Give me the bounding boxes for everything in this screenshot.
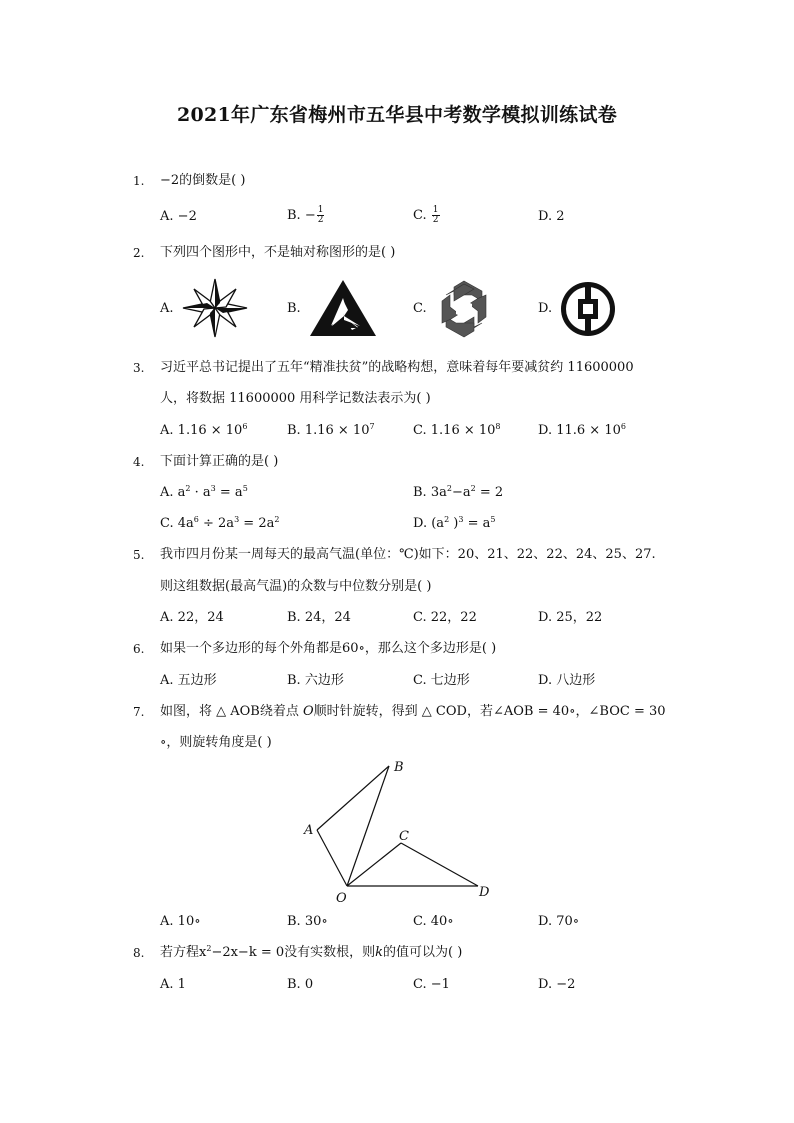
- hexagon-spiral-icon: [433, 278, 495, 340]
- option-letter: A.: [160, 914, 174, 929]
- option-text: 七边形: [430, 673, 470, 688]
- question-number: 7.: [133, 705, 145, 719]
- option-a: [160, 914, 201, 930]
- option-d-letter: D.: [538, 301, 553, 316]
- stem-part: 顺时针旋转，得到 △ COD，若∠AOB = 40∘，∠BOC = 30: [313, 704, 666, 719]
- option-c: [413, 673, 470, 689]
- option-text: 1: [177, 977, 186, 992]
- option-text: 22，22: [430, 610, 477, 625]
- question-stem: [160, 945, 462, 961]
- option-sign: −: [304, 208, 316, 223]
- question-number: 4.: [133, 455, 145, 469]
- question-stem-line1: 我市四月份某一周每天的最高气温(单位：℃)如下：20、21、22、22、24、25、27.: [160, 547, 656, 562]
- option-letter: C.: [413, 673, 427, 688]
- question-stem: 下列四个图形中，不是轴对称图形的是( ): [160, 245, 396, 260]
- denominator: 2: [317, 215, 324, 225]
- ancient-coin-icon: [559, 280, 617, 338]
- option-letter: D.: [538, 423, 553, 438]
- stem-part: 如图，将 △ AOB绕着点: [160, 704, 303, 719]
- option-text: 30∘: [304, 914, 328, 929]
- stem-exponent: 2: [206, 944, 212, 953]
- option-letter: B.: [287, 423, 301, 438]
- option-base: 1.16 × 10: [430, 423, 496, 438]
- option-letter: D.: [538, 914, 553, 929]
- option-a: [160, 610, 224, 626]
- question-stem: 如果一个多边形的每个外角都是60∘，那么这个多边形是( ): [160, 641, 497, 656]
- label-a: A: [304, 823, 314, 838]
- option-letter: C.: [413, 977, 427, 992]
- stem-part: −2x−k = 0没有实数根，则: [211, 945, 376, 960]
- option-b: [287, 610, 351, 626]
- stem-part: 若方程x: [160, 945, 207, 960]
- option-letter: A.: [160, 673, 174, 688]
- question-stem: 下面计算正确的是( ): [160, 454, 279, 469]
- option-letter: D.: [538, 209, 553, 224]
- question-stem-line2: ∘，则旋转角度是( ): [160, 735, 272, 750]
- option-letter: A.: [160, 610, 174, 625]
- question-stem-line2: 人，将数据 11600000 用科学记数法表示为( ): [160, 391, 431, 406]
- option-d: [538, 673, 595, 689]
- option-text: 24，24: [304, 610, 351, 625]
- option-c: C. $4a^6 \div 2a^3 = 2a^2$: [160, 515, 280, 531]
- option-d: D. ($a^2$ )$^3 = a^5$: [413, 515, 496, 531]
- compass-star-icon: [180, 277, 250, 339]
- option-letter: D.: [538, 977, 553, 992]
- option-a: A. $a^2 \cdot a^3 = a^5$: [160, 484, 248, 500]
- question-stem-line2: 则这组数据(最高气温)的众数与中位数分别是( ): [160, 579, 432, 594]
- option-letter: B.: [287, 914, 301, 929]
- option-letter: C.: [413, 914, 427, 929]
- option-d: [538, 914, 579, 930]
- option-base: 1.16 × 10: [304, 423, 370, 438]
- option-d: [538, 423, 626, 439]
- question-number: 5.: [133, 548, 145, 562]
- option-letter: D.: [413, 516, 428, 531]
- option-letter: B.: [287, 610, 301, 625]
- option-letter: C.: [413, 610, 427, 625]
- option-text: −1: [430, 977, 450, 992]
- option-letter: A.: [160, 209, 174, 224]
- rotation-figure: [296, 754, 496, 906]
- label-o: O: [336, 891, 347, 906]
- numerator: 1: [432, 205, 439, 215]
- option-b: [287, 206, 324, 225]
- option-exponent: 6: [242, 422, 248, 431]
- option-exponent: 8: [495, 422, 501, 431]
- option-b: [287, 914, 328, 930]
- option-text: 40∘: [430, 914, 454, 929]
- option-d: [538, 209, 565, 225]
- option-text: 2: [556, 209, 565, 224]
- option-c: [413, 206, 440, 225]
- option-letter: C.: [413, 208, 427, 223]
- option-text: 25，22: [556, 610, 603, 625]
- option-text: −2: [556, 977, 576, 992]
- option-a: [160, 209, 197, 225]
- option-a-letter: A.: [160, 301, 174, 316]
- option-letter: A.: [160, 977, 174, 992]
- label-b: B: [394, 760, 404, 775]
- option-letter: C.: [160, 516, 174, 531]
- option-base: 11.6 × 10: [556, 423, 621, 438]
- option-text: 22，24: [177, 610, 224, 625]
- denominator: 2: [432, 215, 439, 225]
- numerator: 1: [317, 205, 324, 215]
- segment-ao: [317, 830, 347, 886]
- option-text: 六边形: [304, 673, 344, 688]
- question-number: 8.: [133, 946, 145, 960]
- option-a: [160, 423, 247, 439]
- option-c: [413, 423, 501, 439]
- option-text: −2: [177, 209, 197, 224]
- option-c: [413, 977, 450, 993]
- option-letter: A.: [160, 423, 174, 438]
- option-letter: B.: [287, 208, 301, 223]
- question-stem-line1: 习近平总书记提出了五年“精准扶贫”的战略构想，意味着每年要减贫约 11600000: [160, 360, 634, 375]
- segment-cd: [401, 843, 478, 886]
- label-c: C: [399, 829, 409, 844]
- option-b-letter: B.: [287, 301, 301, 316]
- variable-k: k: [375, 945, 384, 960]
- option-letter: B.: [287, 673, 301, 688]
- fraction: [432, 206, 440, 225]
- option-c-letter: C.: [413, 301, 427, 316]
- option-text: 10∘: [177, 914, 201, 929]
- question-stem: −2的倒数是( ): [160, 173, 246, 188]
- option-b: [287, 423, 375, 439]
- fraction: [317, 206, 325, 225]
- question-number: 6.: [133, 642, 145, 656]
- option-a: [160, 673, 217, 689]
- point-o: O: [303, 704, 314, 719]
- option-text: 五边形: [177, 673, 217, 688]
- option-base: 1.16 × 10: [177, 423, 243, 438]
- option-b: B. $3a^2-a^2 = 2$: [413, 484, 504, 500]
- question-number: 2.: [133, 246, 145, 260]
- page-title: 2021年广东省梅州市五华县中考数学模拟训练试卷: [176, 104, 618, 126]
- option-exponent: 6: [620, 422, 626, 431]
- option-letter: B.: [287, 977, 301, 992]
- option-a: [160, 977, 186, 993]
- option-letter: A.: [160, 485, 174, 500]
- option-letter: D.: [538, 673, 553, 688]
- option-letter: C.: [413, 423, 427, 438]
- option-text: 70∘: [556, 914, 580, 929]
- option-d: [538, 610, 602, 626]
- label-d: D: [479, 885, 490, 900]
- option-c: [413, 914, 454, 930]
- option-b: [287, 977, 313, 993]
- option-c: [413, 610, 477, 626]
- question-number: 3.: [133, 361, 145, 375]
- option-b: [287, 673, 344, 689]
- option-letter: D.: [538, 610, 553, 625]
- option-d: [538, 977, 575, 993]
- option-text: 0: [304, 977, 314, 992]
- stem-part: 的值可以为( ): [383, 945, 463, 960]
- option-exponent: 7: [369, 422, 375, 431]
- question-stem-line1: [160, 704, 666, 720]
- question-number: 1.: [133, 174, 145, 188]
- option-text: 八边形: [556, 673, 596, 688]
- option-letter: B.: [413, 485, 427, 500]
- triangle-propeller-icon: [308, 278, 378, 338]
